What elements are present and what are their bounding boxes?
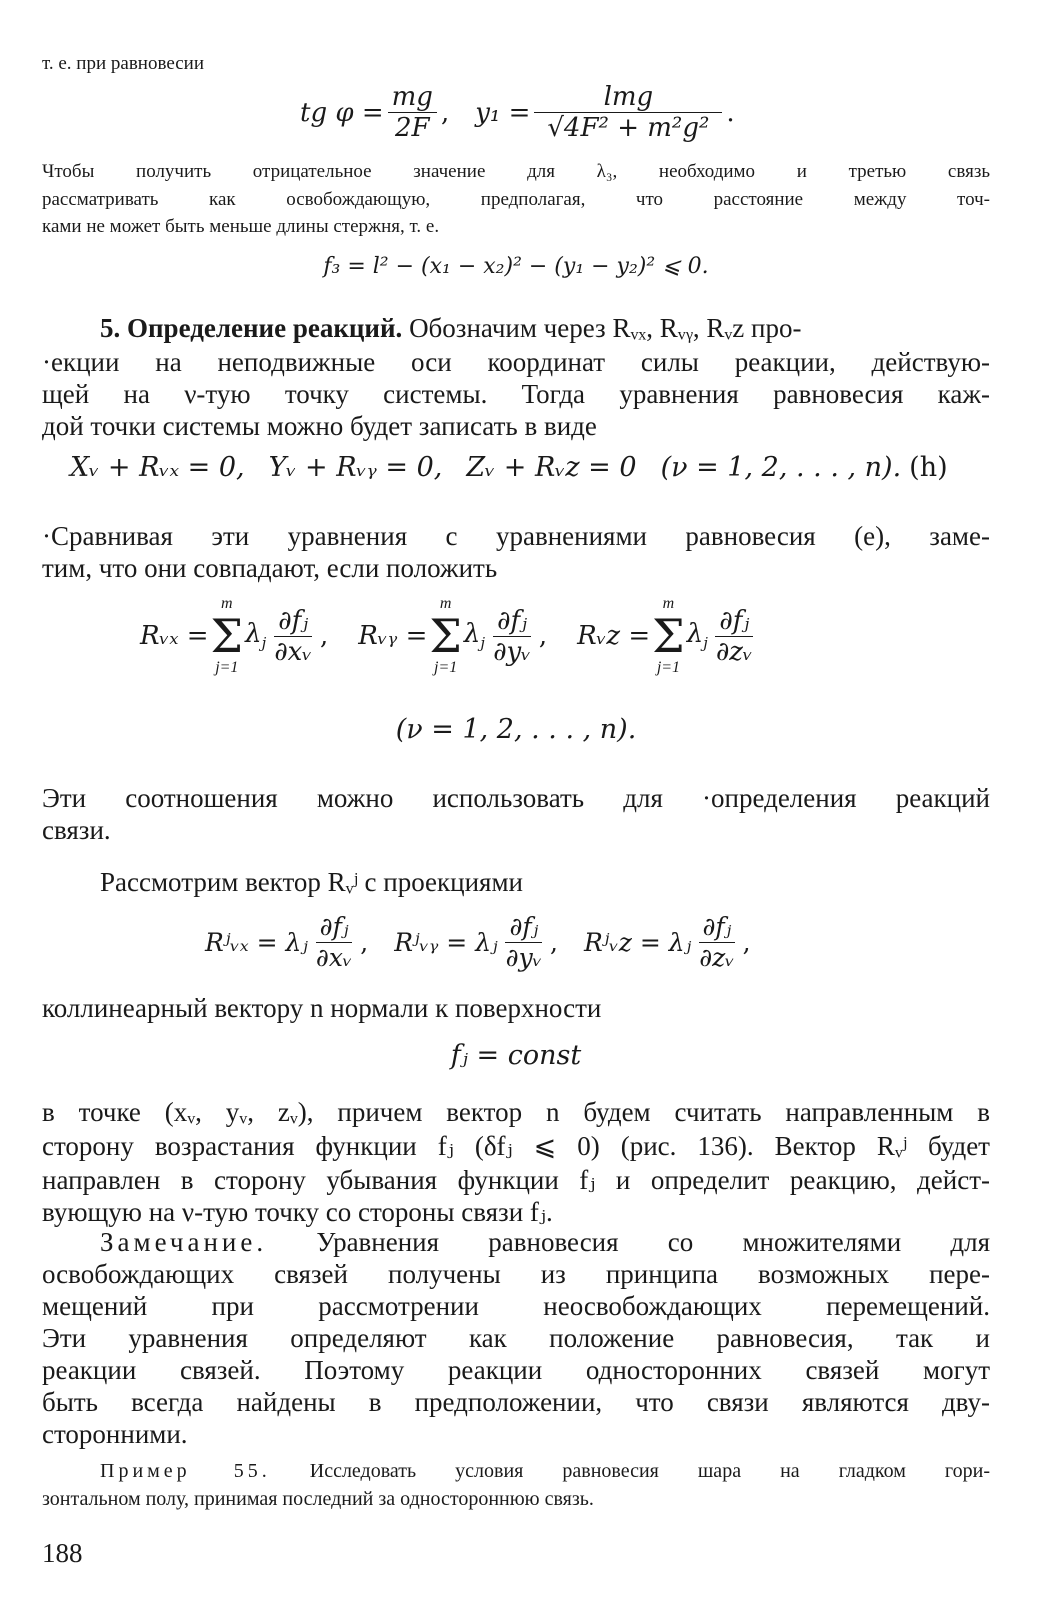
remark-line-4: Эти уравнения определяют как положение равновесия, так и <box>42 1323 990 1353</box>
formula-tg-y <box>300 82 735 143</box>
sum2-sigma <box>429 595 462 677</box>
small-para-line-3: ками не может быть меньше длины стержня, т. е. <box>42 216 440 237</box>
eq-z: Zᵥ + Rᵥz = 0 <box>466 452 637 483</box>
sum2-fraction <box>489 606 535 667</box>
y-fraction <box>534 82 722 143</box>
example-line-1 <box>100 1458 990 1485</box>
sum3-fraction <box>712 606 757 667</box>
tg-fraction <box>388 82 437 143</box>
sum2-den: ∂yᵥ <box>493 636 531 667</box>
proj3-sep: , <box>742 928 751 957</box>
eq-tag-h: (h) <box>909 452 948 483</box>
compare-line-1: ·Сравнивая эти уравнения с уравнениями равновесия (e), заме- <box>42 521 990 551</box>
formula-sums <box>140 595 761 677</box>
proj2-fraction <box>502 912 546 973</box>
remark-line-3: мещений при рассмотрении неосвобождающих перемещений. <box>42 1291 990 1321</box>
proj1-fraction <box>312 912 356 973</box>
page-number: 188 <box>42 1538 83 1568</box>
proj2-den: ∂yᵥ <box>505 943 543 972</box>
section-line-2: ·екции на неподвижные оси координат силы реакции, действую- <box>42 347 990 377</box>
small-para-line-1: Чтобы получить отрицательное значение для λ₃, необходимо и третью связь <box>42 161 990 182</box>
tg-denominator: 2F <box>394 113 430 143</box>
sum3-lhs: Rᵥz = <box>577 621 651 651</box>
proj2-sep: , <box>550 928 558 957</box>
tg-lhs: tg φ = <box>300 97 384 128</box>
sum2-sep: , <box>538 621 548 651</box>
section-line-1: Обозначим через Rᵥₓ, Rᵥᵧ, Rᵥz про- <box>409 313 802 343</box>
sum1-fraction <box>270 606 316 667</box>
remark-line-1-text: Уравнения равновесия со множителями для <box>267 1227 990 1257</box>
proj1-den: ∂xᵥ <box>315 943 353 972</box>
sigma-icon: Σ <box>429 609 462 663</box>
formula-h <box>70 450 1000 486</box>
small-para-line-2: рассматривать как освобождающую, предполагая, что расстояние между точ- <box>42 189 990 210</box>
intro-line: т. е. при равновесии <box>42 53 205 74</box>
sum1-lhs: Rᵥₓ = <box>140 621 209 651</box>
proj2-lhs: Rʲᵥᵧ = λⱼ <box>394 928 498 957</box>
section-heading: 5. Определение реакций. <box>100 313 403 343</box>
sum1-lambda <box>245 619 266 652</box>
formula-const: fⱼ = const <box>450 1040 582 1071</box>
remark-line-5: реакции связей. Поэтому реакции односторонних связей могут <box>42 1355 990 1385</box>
sigma-icon: Σ <box>652 609 685 663</box>
proj3-num: ∂fⱼ <box>699 912 736 943</box>
eq-range: (ν = 1, 2, . . . , n). <box>660 452 902 483</box>
formula-projections <box>205 912 751 973</box>
remark-line-6: быть всегда найдены в предположении, что связи являются дву- <box>42 1387 990 1417</box>
section-heading-line <box>100 312 990 344</box>
lambda-3: λ <box>686 619 704 650</box>
sum1-lower: j=1 <box>215 659 239 676</box>
proj3-lhs: Rʲᵥz = λⱼ <box>583 928 692 957</box>
example-line-2: зонтальном полу, принимая последний за одностороннюю связь. <box>42 1488 594 1510</box>
proj2-num: ∂fⱼ <box>505 912 542 943</box>
proj1-sep: , <box>360 928 369 957</box>
sum3-num: ∂fⱼ <box>715 606 753 637</box>
y-denominator: √4F² + m²g² <box>547 113 710 143</box>
sum1-den: ∂xᵥ <box>274 636 313 667</box>
point-line-1: в точке (xᵥ, yᵥ, zᵥ), причем вектор n будем считать направленным в <box>42 1097 990 1127</box>
proj3-fraction <box>695 912 738 973</box>
these-line-1: Эти соотношения можно использовать для ·определения реакций <box>42 783 990 813</box>
lambda-2: λ <box>463 619 481 650</box>
example-line-1-text: Исследовать условия равновесия шара на гладком гори- <box>270 1460 990 1482</box>
remark-label: Замечание. <box>100 1227 268 1257</box>
compare-line-2: тим, что они совпадают, если положить <box>42 553 498 583</box>
sum2-num: ∂fⱼ <box>493 606 531 637</box>
lambda-1-sub: j <box>261 634 267 653</box>
point-line-3: направлен в сторону убывания функции fⱼ и определит реакцию, дейст- <box>42 1165 990 1195</box>
eq-x: Xᵥ + Rᵥₓ = 0, <box>70 452 245 483</box>
lambda-1: λ <box>245 619 262 650</box>
lambda-3-sub: j <box>703 634 708 653</box>
remark-line-7: сторонними. <box>42 1419 188 1449</box>
sum3-upper: m <box>662 595 675 612</box>
eq-y: Yᵥ + Rᵥᵧ = 0, <box>268 452 443 483</box>
remark-line-2: освобождающих связей получены из принципа возможных пере- <box>42 1259 990 1289</box>
vector-line: Рассмотрим вектор Rᵥʲ с проекциями <box>100 867 523 897</box>
formula1-end: . <box>726 97 735 128</box>
sum3-lower: j=1 <box>656 659 681 676</box>
sum1-sep: , <box>320 621 329 651</box>
proj1-num: ∂fⱼ <box>316 912 353 943</box>
tg-numerator: mg <box>388 82 437 113</box>
lambda-2-sub: j <box>480 634 486 653</box>
sums-range: (ν = 1, 2, . . . , n). <box>395 714 637 745</box>
y-numerator: lmg <box>534 82 722 113</box>
remark-line-1 <box>100 1226 990 1258</box>
y-lhs: y₁ = <box>475 97 531 128</box>
proj1-lhs: Rʲᵥₓ = λⱼ <box>205 928 308 957</box>
proj3-den: ∂zᵥ <box>699 943 735 972</box>
sum3-sigma <box>652 595 685 677</box>
sum1-num: ∂fⱼ <box>274 606 312 637</box>
point-line-2: сторону возрастания функции fⱼ (δfⱼ ⩽ 0) (рис. 136). Вектор Rᵥʲ будет <box>42 1131 990 1161</box>
example-label: Пример 55. <box>100 1460 271 1482</box>
collinear-line: коллинеарный вектору n нормали к поверхности <box>42 993 602 1023</box>
sum2-lambda <box>464 619 485 652</box>
section-line-4: дой точки системы можно будет записать в виде <box>42 411 597 441</box>
sum2-upper: m <box>439 595 452 612</box>
sum2-lower: j=1 <box>434 659 458 676</box>
sum1-upper: m <box>221 595 233 612</box>
sum3-lambda <box>687 619 708 652</box>
sigma-icon: Σ <box>210 609 244 663</box>
point-line-4: вующую на ν-тую точку со стороны связи fⱼ. <box>42 1197 553 1227</box>
formula-f3: f₃ = l² − (x₁ − x₂)² − (y₁ − y₂)² ⩽ 0. <box>323 254 709 279</box>
sum1-sigma <box>211 595 244 677</box>
sum3-den: ∂zᵥ <box>715 636 753 667</box>
these-line-2: связи. <box>42 815 111 845</box>
section-line-3: щей на ν-тую точку системы. Тогда уравнения равновесия каж- <box>42 379 990 409</box>
formula1-comma: , <box>440 97 450 128</box>
sum2-lhs: Rᵥᵧ = <box>358 621 428 651</box>
